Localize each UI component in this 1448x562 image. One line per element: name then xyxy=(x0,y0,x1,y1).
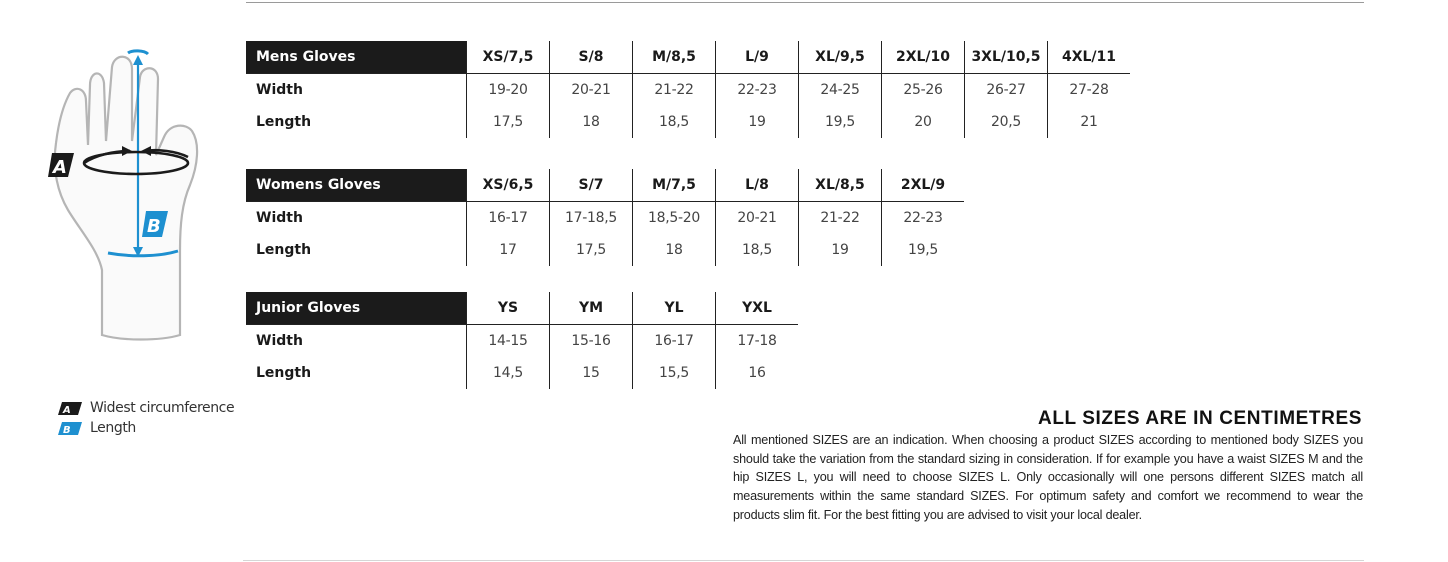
row-label: Length xyxy=(256,114,312,130)
cell: 20-21 xyxy=(716,202,799,235)
size-header: YS xyxy=(467,292,550,325)
measurement-legend xyxy=(58,398,234,438)
cell: 16-17 xyxy=(633,325,716,358)
cell: 18,5 xyxy=(633,106,716,138)
legend-tag-b-icon xyxy=(58,422,82,435)
size-header: L/9 xyxy=(716,41,799,74)
size-header: S/7 xyxy=(550,169,633,202)
cell: 25-26 xyxy=(882,74,965,107)
cell: 20 xyxy=(882,106,965,138)
size-header: M/8,5 xyxy=(633,41,716,74)
cell: 14,5 xyxy=(467,357,550,389)
cell: 17-18 xyxy=(716,325,799,358)
cell: 26-27 xyxy=(965,74,1048,107)
bottom-divider xyxy=(243,560,1364,561)
table-row xyxy=(246,325,798,358)
cell: 18,5-20 xyxy=(633,202,716,235)
size-header: M/7,5 xyxy=(633,169,716,202)
size-header: 2XL/9 xyxy=(882,169,965,202)
cell: 18,5 xyxy=(716,234,799,266)
cell: 16-17 xyxy=(467,202,550,235)
cell: 24-25 xyxy=(799,74,882,107)
cell: 19 xyxy=(716,106,799,138)
legend-item-b xyxy=(58,418,234,438)
cell: 18 xyxy=(633,234,716,266)
cell: 18 xyxy=(550,106,633,138)
cell: 22-23 xyxy=(882,202,965,235)
cell: 27-28 xyxy=(1048,74,1131,107)
cell: 20-21 xyxy=(550,74,633,107)
cell: 21-22 xyxy=(799,202,882,235)
cell: 14-15 xyxy=(467,325,550,358)
size-header: S/8 xyxy=(550,41,633,74)
cell: 19-20 xyxy=(467,74,550,107)
size-header: YM xyxy=(550,292,633,325)
size-header: YXL xyxy=(716,292,799,325)
svg-text:A: A xyxy=(63,404,71,415)
table-row xyxy=(246,234,964,266)
cell: 15,5 xyxy=(633,357,716,389)
cell: 21 xyxy=(1048,106,1131,138)
size-header: XL/9,5 xyxy=(799,41,882,74)
cell: 16 xyxy=(716,357,799,389)
svg-text:B: B xyxy=(63,424,71,435)
row-label: Length xyxy=(256,242,312,258)
table-title: Womens Gloves xyxy=(246,169,467,202)
label-a: A xyxy=(53,157,67,178)
cell: 17-18,5 xyxy=(550,202,633,235)
size-header: XS/7,5 xyxy=(467,41,550,74)
label-b: B xyxy=(147,216,161,237)
table-row xyxy=(246,357,798,389)
size-header: 4XL/11 xyxy=(1048,41,1131,74)
cell: 17,5 xyxy=(550,234,633,266)
glove-icon xyxy=(40,45,230,355)
glove-measurement-illustration xyxy=(40,45,230,355)
legend-tag-a-icon xyxy=(58,402,82,415)
womens-gloves-table xyxy=(246,169,964,266)
size-header: 2XL/10 xyxy=(882,41,965,74)
cell: 19,5 xyxy=(799,106,882,138)
row-label: Length xyxy=(256,365,312,381)
size-header: XL/8,5 xyxy=(799,169,882,202)
cell: 17 xyxy=(467,234,550,266)
legend-text-b: Length xyxy=(90,420,136,436)
cell: 15-16 xyxy=(550,325,633,358)
table-row xyxy=(246,74,1130,107)
table-title: Junior Gloves xyxy=(246,292,467,325)
sizes-note-title: ALL SIZES ARE IN CENTIMETRES xyxy=(1038,408,1362,429)
size-header: L/8 xyxy=(716,169,799,202)
cell: 20,5 xyxy=(965,106,1048,138)
cell: 21-22 xyxy=(633,74,716,107)
size-header: YL xyxy=(633,292,716,325)
table-row xyxy=(246,106,1130,138)
mens-gloves-table xyxy=(246,41,1130,138)
size-header: XS/6,5 xyxy=(467,169,550,202)
row-label: Width xyxy=(256,210,303,226)
legend-item-a xyxy=(58,398,234,418)
cell: 22-23 xyxy=(716,74,799,107)
cell: 19 xyxy=(799,234,882,266)
table-title: Mens Gloves xyxy=(246,41,467,74)
row-label: Width xyxy=(256,333,303,349)
sizes-note-body: All mentioned SIZES are an indication. When choosing a product SIZES according to mentioned body SIZES you should take the variation from the standard sizing in consideration. If for example you have a waist SIZES M and the hip SIZES L, you will need to choose SIZES L. Only occasionally will one persons different SIZES match all measurements within the same standard SIZES. For optimum safety and comfort we recommend to wear the products slim fit. For the best fitting you are advised to visit your local dealer. xyxy=(733,433,1363,522)
cell: 15 xyxy=(550,357,633,389)
top-divider xyxy=(246,2,1364,3)
table-row xyxy=(246,202,964,235)
row-label: Width xyxy=(256,82,303,98)
junior-gloves-table xyxy=(246,292,798,389)
cell: 19,5 xyxy=(882,234,965,266)
cell: 17,5 xyxy=(467,106,550,138)
legend-text-a: Widest circumference xyxy=(90,400,235,416)
size-header: 3XL/10,5 xyxy=(965,41,1048,74)
